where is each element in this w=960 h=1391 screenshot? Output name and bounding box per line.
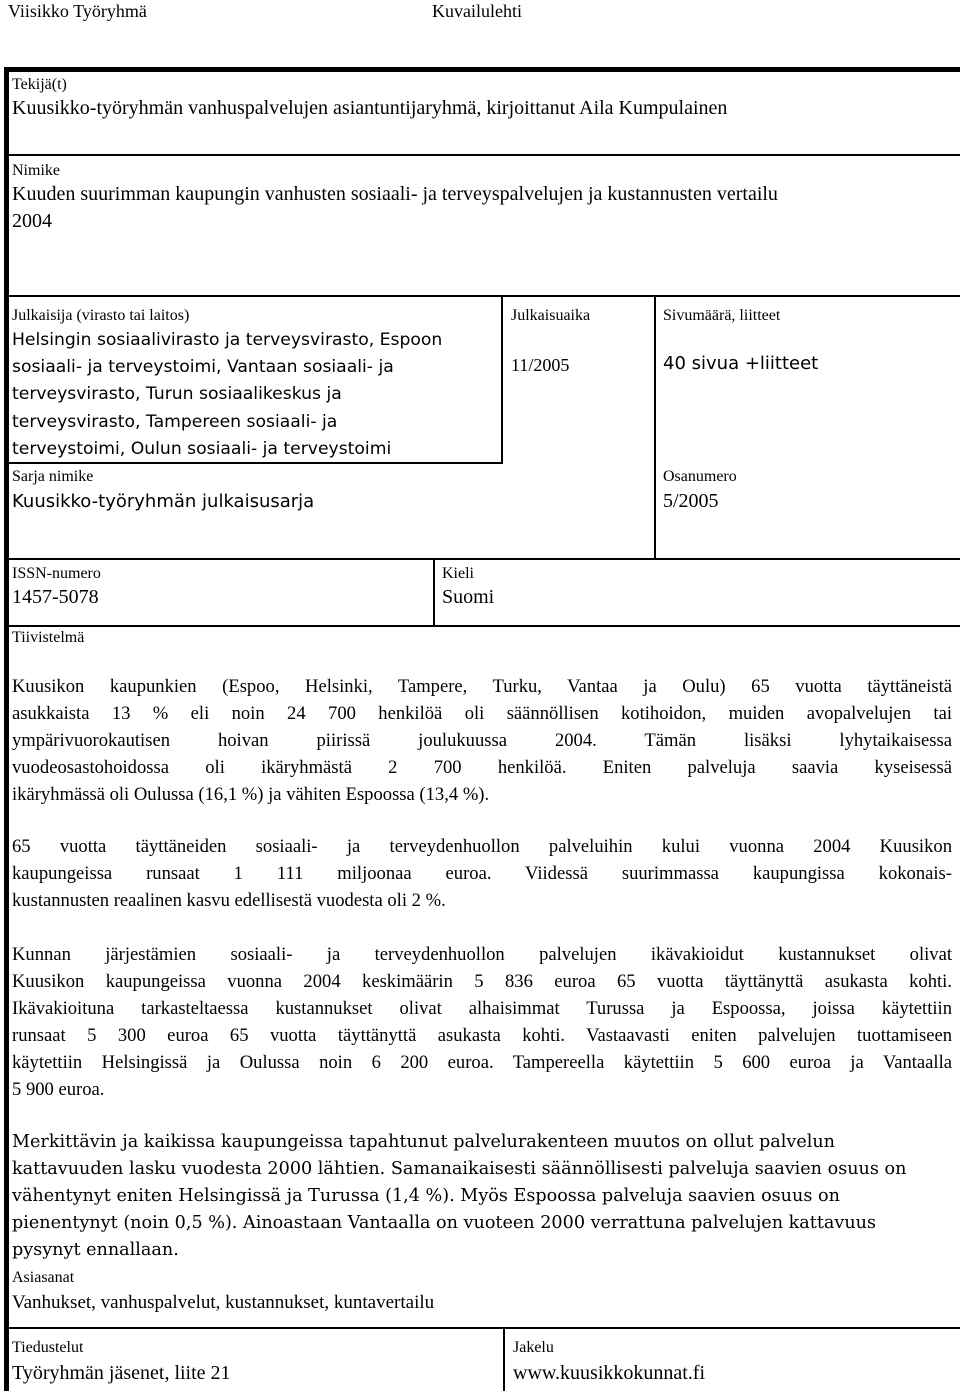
title-line: Kuuden suurimman kaupungin vanhusten sosiaali- ja terveyspalvelujen ja kustannusten vertailu — [12, 183, 778, 205]
top-border — [4, 67, 960, 72]
abstract-line: ympärivuorokautisen hoivan piirissä joulukuussa 2004. Tämän lisäksi lyhytaikaisessa — [12, 730, 952, 751]
publisher-label: Julkaisija (virasto tai laitos) — [12, 307, 190, 324]
distribution-link[interactable]: www.kuusikkokunnat.fi — [513, 1362, 706, 1384]
pub-date-value: 11/2005 — [511, 355, 570, 375]
abstract-line: Kuusikon kaupungeissa vuonna 2004 keskimäärin 5 836 euroa 65 vuotta täyttänyttä asukasta kohti. — [12, 971, 952, 992]
part-value: 5/2005 — [663, 490, 719, 512]
pages-value: 40 sivua +liitteet — [663, 353, 819, 374]
abstract-line: Ikävakioituna tarkasteltaessa kustannukset olivat alhaisimmat Turussa ja Espoossa, joissa käytettiin — [12, 998, 952, 1019]
abstract-paragraph-2 — [12, 833, 952, 914]
abstract-line: pysynyt ennallaan. — [12, 1240, 179, 1260]
issn-value: 1457-5078 — [12, 586, 99, 608]
abstract-line: vuodeosastohoidossa oli ikäryhmästä 2 700 henkilöä. Eniten palveluja saavia kyseisessä — [12, 757, 952, 778]
publisher-line: sosiaali- ja terveystoimi, Vantaan sosiaali- ja — [12, 357, 394, 378]
abstract-line: kustannusten reaalinen kasvu edellisestä vuodesta oli 2 %. — [12, 890, 446, 911]
abstract-paragraph-3 — [12, 941, 952, 1103]
abstract-line: 65 vuotta täyttäneiden sosiaali- ja terveydenhuollon palveluihin kului vuonna 2004 Kuusikon — [12, 836, 952, 857]
series-value: Kuusikko-työryhmän julkaisusarja — [12, 491, 315, 512]
publisher-line: terveystoimi, Oulun sosiaali- ja terveystoimi — [12, 438, 392, 459]
keywords-value: Vanhukset, vanhuspalvelut, kustannukset, kuntavertailu — [12, 1292, 435, 1313]
abstract-line: pienentynyt (noin 0,5 %). Ainoastaan Vantaalla on vuoteen 2000 verrattuna palvelujen kattavuus — [12, 1213, 877, 1233]
distribution-label: Jakelu — [513, 1339, 554, 1356]
author-label: Tekijä(t) — [12, 76, 67, 93]
abstract-line: ikäryhmässä oli Oulussa (16,1 %) ja vähiten Espoossa (13,4 %). — [12, 784, 490, 805]
abstract-line: asukkaista 13 % eli noin 24 700 henkilöä oli säännöllisen kotihoidon, muiden avopalvelujen tai — [12, 703, 952, 724]
abstract-line: kattavuuden lasku vuodesta 2000 lähtien. Samanaikaisesti säännöllisesti palveluja saavien osuus on — [12, 1159, 907, 1179]
keywords-label: Asiasanat — [12, 1269, 75, 1286]
abstract-line: Kunnan järjestämien sosiaali- ja terveydenhuollon palvelujen ikävakioidut kustannukset olivat — [12, 944, 952, 965]
divider-col-language — [433, 558, 435, 626]
publisher-line: Helsingin sosiaalivirasto ja terveysvirasto, Espoon — [12, 330, 443, 350]
series-label: Sarja nimike — [12, 468, 94, 485]
publisher-line: terveysvirasto, Tampereen sosiaali- ja — [12, 411, 338, 432]
language-label: Kieli — [442, 565, 474, 582]
divider-col-pages — [654, 295, 656, 559]
abstract-line: 5 900 euroa. — [12, 1079, 105, 1100]
language-value: Suomi — [442, 586, 495, 608]
divider-col-date — [501, 295, 503, 463]
abstract-line: käytettiin Helsingissä ja Oulussa noin 6 200 euroa. Tampereella käytettiin 5 600 euroa ja Vantaalla — [12, 1052, 952, 1073]
title-line: 2004 — [12, 210, 52, 232]
publisher-line: terveysvirasto, Turun sosiaalikeskus ja — [12, 384, 342, 405]
abstract-paragraph-4 — [12, 1129, 952, 1264]
publisher-value — [12, 327, 442, 463]
abstract-line: Merkittävin ja kaikissa kaupungeissa tapahtunut palvelurakenteen muutos on ollut palvelun — [12, 1132, 836, 1152]
divider-contact — [4, 1327, 960, 1329]
abstract-line: Kuusikon kaupunkien (Espoo, Helsinki, Tampere, Turku, Vantaa ja Oulu) 65 vuotta täyttäneistä — [12, 676, 952, 697]
contact-label: Tiedustelut — [12, 1339, 84, 1356]
contact-value: Työryhmän jäsenet, liite 21 — [12, 1362, 231, 1384]
part-label: Osanumero — [663, 468, 737, 485]
divider-title — [4, 154, 960, 156]
author-value: Kuusikko-työryhmän vanhuspalvelujen asiantuntijaryhmä, kirjoittanut Aila Kumpulainen — [12, 97, 728, 119]
abstract-paragraph-1 — [12, 673, 952, 808]
abstract-line: kaupungeissa runsaat 1 111 miljoonaa euroa. Viidessä suurimmassa kaupungissa kokonais- — [12, 863, 952, 884]
abstract-line: runsaat 5 300 euroa 65 vuotta täyttänyttä asukasta kohti. Vastaavasti eniten palvelujen tuottamiseen — [12, 1025, 952, 1046]
header-left: Viisikko Työryhmä — [8, 1, 147, 21]
divider-abstract — [4, 625, 960, 627]
divider-issn — [4, 558, 960, 560]
issn-label: ISSN-numero — [12, 565, 101, 582]
title-value — [12, 181, 778, 235]
divider-col-distribution — [503, 1327, 505, 1391]
pub-date-label: Julkaisuaika — [511, 307, 591, 324]
divider-publisher — [4, 295, 960, 297]
pages-label: Sivumäärä, liitteet — [663, 307, 781, 324]
title-label: Nimike — [12, 162, 60, 179]
abstract-line: vähentynyt eniten Helsingissä ja Turussa (1,4 %). Myös Espoossa palveluja saavien osuus on — [12, 1186, 840, 1206]
abstract-label: Tiivistelmä — [12, 629, 85, 646]
header-right: Kuvailulehti — [432, 1, 522, 21]
left-border — [4, 67, 9, 1391]
